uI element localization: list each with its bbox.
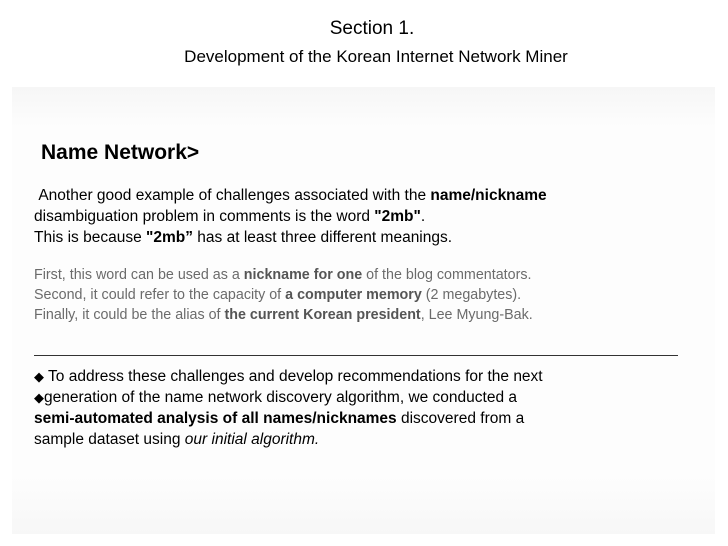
diamond-bullet-icon: ◆ bbox=[34, 369, 44, 384]
section-heading: Name Network> bbox=[41, 141, 200, 164]
intro-paragraph: Another good example of challenges associated with the name/nickname disambiguation problem in comments is the word "2mb". This is because "2mb” has at least three different meanings. bbox=[34, 187, 547, 246]
diamond-bullet-icon: ◆ bbox=[34, 390, 44, 405]
section-title: Section 1. bbox=[329, 18, 415, 39]
divider-line bbox=[34, 355, 678, 356]
slide-subtitle: Development of the Korean Internet Network Miner bbox=[184, 47, 568, 66]
meanings-paragraph: First, this word can be used as a nickname for one of the blog commentators. Second, it could refer to the capacity of a computer memory (2 megabytes). Finally, it could be the alias of the current Korean president, Lee Myung-Bak. bbox=[34, 267, 533, 323]
analysis-paragraph: ◆ To address these challenges and develop recommendations for the next ◆generation of the name network discovery algorithm, we conducted a semi-automated analysis of all names/nicknames discovered from a sample dataset using our initial algorithm. bbox=[34, 368, 543, 448]
